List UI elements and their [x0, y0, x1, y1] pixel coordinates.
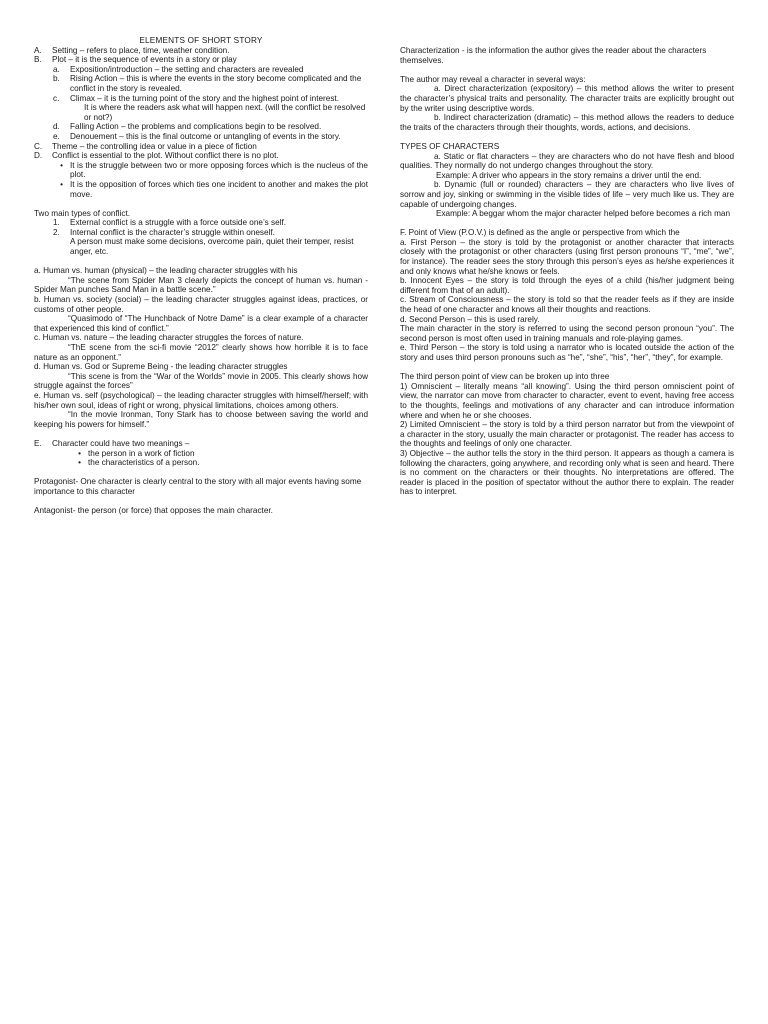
conflict-example: “The scene from Spider Man 3 clearly depicts the concept of human vs. human - Spider Man punches Sand Man in a battle scene.” [34, 275, 368, 295]
list-label: 1. [53, 218, 60, 228]
protagonist-definition: Protagonist- One character is clearly central to the story with all major events having some importance to this character [34, 477, 362, 496]
list-label: 2. [53, 227, 60, 237]
bullet-item [34, 449, 368, 459]
third-person-item: 3) Objective – the author tells the story in the third person. It appears as though a camera is following the characters, going anywhere, and recording only what is seen and heard. There is no comment on the characters or their thoughts. No interpretations are offered. The reader is placed in the position of spectator without the author there to explain. The reader has to interpret. [400, 448, 734, 497]
setting-definition: Setting – refers to place, time, weather condition. [52, 45, 230, 55]
indirect-characterization: b. Indirect characterization (dramatic) – this method allows the readers to deduce the traits of the characters through their thoughts, words, actions, and decisions. [400, 113, 734, 132]
pov-item: d. Second Person – this is used rarely. [400, 314, 540, 324]
list-label: b. [53, 74, 60, 84]
bullet-icon: • [60, 160, 63, 170]
bullet-item [34, 458, 368, 468]
plot-item-text: Climax – it is the turning point of the story and the highest point of interest. [70, 93, 339, 103]
left-column [34, 36, 368, 516]
conflict-types-heading: Two main types of conflict. [34, 208, 131, 218]
list-label: A. [34, 45, 42, 55]
plot-item-text: Denouement – this is the final outcome or untangling of events in the story. [70, 131, 341, 141]
bullet-text: the characteristics of a person. [88, 458, 200, 468]
pov-item: c. Stream of Consciousness – the story is told so that the reader feels as if they are inside the head of one character and knows all their thoughts and reactions. [400, 295, 734, 315]
list-item-a [34, 46, 368, 56]
bullet-text: It is the struggle between two or more opposing forces which is the nucleus of the plot. [70, 160, 368, 180]
conflict-type-text: Internal conflict is the character’s struggle within oneself. [70, 227, 275, 237]
plot-definition: Plot – it is the sequence of events in a story or play [52, 55, 237, 65]
dynamic-example: Example: A beggar whom the major character helped before becomes a rich man [436, 209, 730, 219]
bullet-item [34, 161, 368, 180]
conflict-example: “Quasimodo of “The Hunchback of Notre Dame” is a clear example of a character that experienced this kind of conflict.” [34, 314, 368, 333]
types-of-characters-heading: TYPES OF CHARACTERS [400, 141, 500, 151]
bullet-item [34, 180, 368, 199]
third-person-intro: The third person point of view can be broken up into three [400, 372, 610, 382]
plot-item-text: Rising Action – this is where the events in the story become complicated and the conflict in the story is revealed. [70, 74, 362, 93]
plot-item [34, 94, 368, 104]
list-item-b [34, 55, 368, 65]
bullet-text: the person in a work of fiction [88, 448, 195, 458]
pov-item: a. First Person – the story is told by the protagonist or another character that interacts closely with the protagonist or other characters (using first person pronouns “I”, “me”, “we”, for instance). The reader sees the story through this person’s eyes as he/she experiences it and only knows what he/she knows or feels. [400, 237, 734, 276]
bullet-icon: • [78, 448, 81, 458]
list-item-d [34, 151, 368, 161]
internal-conflict-continuation: A person must make some decisions, overcome pain, quiet their temper, resist anger, etc. [70, 237, 354, 257]
third-person-item: 1) Omniscient – literally means “all knowing”. Using the third person omniscient point of view, the narrator can move from character to character, event to event, having free access to the thoughts, feelings and motivations of any character and can introduce information where and when he or she chooses. [400, 381, 734, 420]
list-label: B. [34, 55, 42, 65]
conflict-kind-heading: d. Human vs. God or Supreme Being - the leading character struggles [34, 362, 288, 372]
list-label: C. [34, 141, 43, 151]
antagonist-definition: Antagonist- the person (or force) that opposes the main character. [34, 506, 273, 516]
static-example: Example: A driver who appears in the story remains a driver until the end. [436, 170, 702, 180]
plot-item-text: Exposition/introduction – the setting and characters are revealed [70, 64, 304, 74]
conflict-example: “This scene is from the “War of the Worlds” movie in 2005. This clearly shows how struggle against the forces” [34, 371, 368, 391]
theme-definition: Theme – the controlling idea or value in a piece of fiction [52, 141, 257, 151]
plot-item [34, 122, 368, 132]
right-column [400, 46, 734, 497]
bullet-icon: • [78, 458, 81, 468]
point-of-view-heading: F. Point of View (P.O.V.) is defined as the angle or perspective from which the [400, 228, 680, 238]
plot-item [34, 74, 368, 93]
conflict-kind-heading: b. Human vs. society (social) – the leading character struggles against ideas, practices, or customs of other people. [34, 295, 368, 314]
plot-item-text: Falling Action – the problems and complications begin to be resolved. [70, 122, 322, 132]
third-person-item: 2) Limited Omniscient – the story is told by a third person narrator but from the viewpoint of a character in the story, usually the main character or protagonist. The reader has access to the thoughts and feelings of only one character. [400, 420, 734, 449]
climax-continuation: It is where the readers ask what will happen next. (will the conflict be resolved or not?) [84, 103, 366, 122]
characterization-definition: Characterization - is the information the author gives the reader about the characters themselves. [400, 46, 707, 65]
list-item-e [34, 439, 368, 449]
conflict-type-text: External conflict is a struggle with a force outside one’s self. [70, 218, 287, 228]
conflict-example: “ThE scene from the sci-fi movie “2012” clearly shows how horrible it is to face nature as an opponent.” [34, 343, 368, 362]
document-title: ELEMENTS OF SHORT STORY [139, 36, 263, 45]
pov-item: e. Third Person – the story is told using a narrator who is located outside the action of the story and uses third person pronouns such as “he”, “she”, “his”, “her”, “they”, for example. [400, 343, 734, 362]
conflict-kind-heading: c. Human vs. nature – the leading character struggles the forces of nature. [34, 333, 304, 343]
plot-item [34, 65, 368, 75]
dynamic-characters: b. Dynamic (full or rounded) characters – they are characters who live lives of sorrow and joy, sinking or swimming in the visible tides of life – very much like us. They are capable of undergoing changes. [400, 180, 734, 209]
conflict-type-item [34, 228, 368, 238]
list-label: e. [53, 131, 60, 141]
bullet-icon: • [60, 179, 63, 189]
plot-item [34, 132, 368, 142]
reveal-intro: The author may reveal a character in several ways: [400, 74, 586, 84]
list-label: E. [34, 438, 42, 448]
list-label: c. [53, 93, 60, 103]
list-label: a. [53, 64, 60, 74]
direct-characterization: a. Direct characterization (expository) – this method allows the writer to present the character’s physical traits and personality. The character traits are explicitly brought out by the writer using descriptive words. [400, 84, 734, 113]
list-label: D. [34, 151, 43, 161]
conflict-definition: Conflict is essential to the plot. Without conflict there is no plot. [52, 151, 279, 161]
conflict-kind-heading: a. Human vs. human (physical) – the leading character struggles with his [34, 266, 298, 276]
pov-item: b. Innocent Eyes – the story is told through the eyes of a child (his/her judgment being different from that of an adult). [400, 276, 734, 295]
character-definition: Character could have two meanings – [52, 438, 190, 448]
list-label: d. [53, 122, 60, 132]
list-item-c [34, 142, 368, 152]
pov-item: The main character in the story is referred to using the second person pronoun “you”. The second person is most often used in training manuals and role-playing games. [400, 324, 734, 343]
static-characters: a. Static or flat characters – they are characters who do not have flesh and blood qualities. They normally do not undergo changes throughout the story. [400, 151, 734, 171]
conflict-kind-heading: e. Human vs. self (psychological) – the leading character struggles with himself/herself; with his/her own soul, ideas of right or wrong, physical limitations, choices among others. [34, 390, 368, 410]
conflict-example: “In the movie Ironman, Tony Stark has to choose between saving the world and keeping his powers for himself.” [34, 410, 368, 429]
bullet-text: It is the opposition of forces which ties one incident to another and makes the plot move. [70, 179, 368, 199]
conflict-type-item [34, 218, 368, 228]
